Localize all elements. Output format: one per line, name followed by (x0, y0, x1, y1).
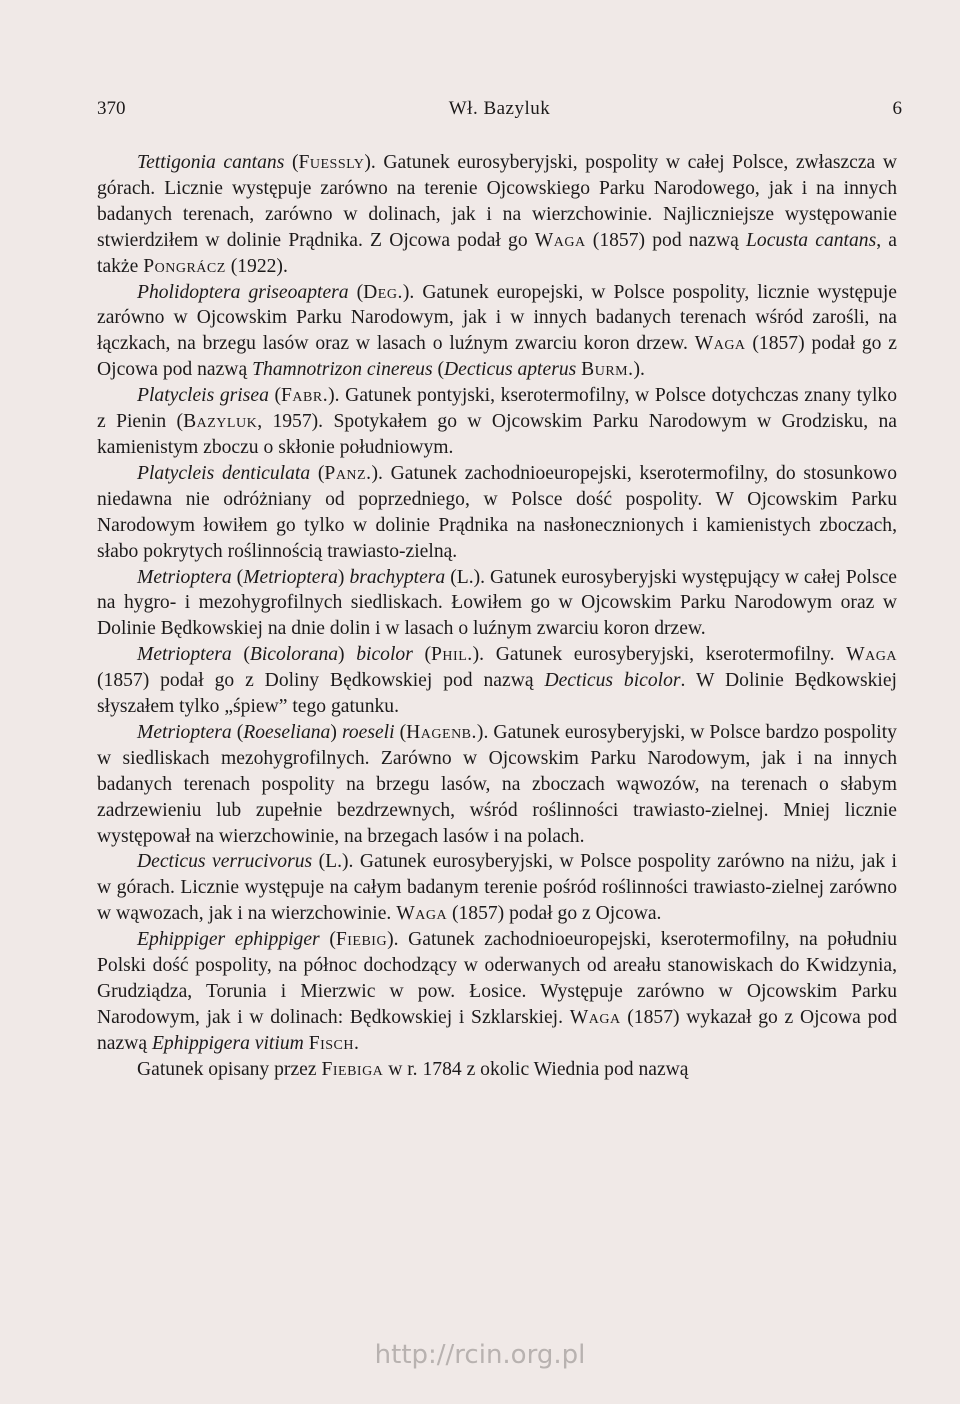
text-run: , a także (97, 229, 897, 277)
text-run: (1922). (225, 255, 288, 277)
italic-term: Pholidoptera griseoaptera (137, 281, 349, 303)
author-name: Waga (396, 903, 448, 925)
running-author: Wł. Bazyluk (448, 98, 551, 119)
text-run: (1857) pod nazwą (585, 229, 747, 251)
author-name: Fisch. (308, 1032, 360, 1054)
italic-term: Ephippiger ephippiger (137, 929, 320, 951)
italic-term: Ephippigera vitium (151, 1032, 304, 1054)
italic-term: Tettigonia cantans (137, 152, 285, 173)
text-run: . W Dolinie Będkowskiej słyszałem tylko „śpiew” tego gatunku. (97, 670, 897, 718)
text-run: ( (310, 462, 325, 484)
author-name: Bazyluk (183, 411, 258, 433)
author-name: Panz. (324, 462, 372, 484)
author-name: Waga (569, 1006, 621, 1028)
author-name: Fiebiga (321, 1058, 384, 1080)
italic-term: roeseli (341, 721, 395, 743)
text-run: ). Gatunek zachodnioeuropejski, kserotermofilny, do stosunkowo niedawna nie odróżniany od poprzedniego, w Polsce dość pospolity. W Ojcowskim Parku Narodowym łowiłem go tylko w dolinie Prądnika na nasłonecznionych i kamienistych zboczach, słabo pokrytych roślinnością trawiasto-zielną. (97, 462, 897, 562)
page-number: 370 (97, 98, 126, 119)
italic-term: Decticus verrucivorus (137, 851, 313, 873)
italic-term: bicolor (356, 644, 413, 666)
author-name: Pongrácz (143, 255, 226, 277)
text-run: (L.). Gatunek eurosyberyjski, w Polsce pospolity zarówno na niżu, jak i w górach. Licznie występuje na całym badanym terenie pośród roślinności trawiasto-zielnej zarówno w wąwozach, jak i na wierzchowinie. (97, 851, 897, 925)
text-run: ( (231, 721, 244, 743)
text-run: ). Gatunek pontyjski, kserotermofilny, w Polsce dotychczas znany tylko z Pienin ( (97, 385, 897, 433)
sequence-number: 6 (892, 98, 902, 119)
text-run: ( (231, 566, 244, 588)
text-run: ( (231, 644, 250, 666)
species-paragraph (97, 1057, 897, 1083)
species-paragraph (97, 461, 897, 565)
species-paragraph (97, 927, 897, 1057)
text-run: ). Gatunek eurosyberyjski, w Polsce bardzo pospolity w siedliskach mezohygrofilnych. Zarówno w Ojcowskim Parku Narodowym, jak i na innych badanych terenach pospolity na brzegu lasów, na zboczach wąwozów, na terenach o słabym zadrzewieniu lub zupełnie bezdrzewnych, wśród roślinności trawiasto-zielnej. Mniej licznie występował na wierzchowinie, na brzegach lasów i na polach. (97, 721, 897, 847)
text-run: ) (338, 644, 357, 666)
author-name: Burm. (581, 359, 634, 381)
author-name: Phil. (431, 644, 473, 666)
author-name: Waga (534, 229, 586, 251)
text-run: ). Gatunek eurosyberyjski, kserotermofilny. (472, 644, 847, 666)
text-run: ( (268, 385, 282, 407)
text-run: , 1957). Spotykałem go w Ojcowskim Parku Narodowym w Grodzisku, na kamienistym zboczu o skłonie południowym. (97, 411, 897, 458)
text-run: ( (284, 152, 299, 173)
italic-term: brachyptera (349, 566, 446, 588)
watermark-url: http://rcin.org.pl (374, 1340, 586, 1370)
text-run: ). Gatunek europejski, w Polsce pospolity, licznie występuje zarówno w Ojcowskim Parku Narodowym, jak i w innych badanych terenach wśród zarośli, na łączkach, na brzegu lasów oraz w lasach o luźnym zwarciu koron drzew. (97, 281, 897, 355)
text-run: (1857) podał go z Ojcowa pod nazwą (97, 333, 897, 381)
italic-term: Platycleis grisea (137, 385, 269, 407)
text-run: Gatunek opisany przez (137, 1058, 322, 1080)
author-name: Hagenb. (406, 721, 477, 743)
author-name: Fabr. (281, 385, 329, 407)
species-paragraph (97, 565, 897, 643)
article-body (97, 150, 897, 1083)
text-run: ). Gatunek zachodnioeuropejski, kserotermofilny, na południu Polski dość pospolity, na północ dochodzący w oderwanych od areału stanowiskach do Kwidzynia, Grudziądza, Torunia i Mierzwic w pow. Łosice. Występuje zarówno w Ojcowskim Parku Narodowym, jak i w dolinach: Będkowskiej i Szklarskiej. (97, 929, 897, 1028)
species-paragraph (97, 383, 897, 461)
text-run: ( (432, 359, 445, 381)
italic-term: Locusta cantans (746, 229, 877, 251)
italic-term: Metrioptera (137, 721, 232, 743)
text-run: (1857) podał go z Ojcowa. (447, 903, 662, 925)
italic-term: Roeseliana (243, 721, 331, 743)
species-paragraph (97, 642, 897, 720)
species-paragraph (97, 280, 897, 384)
italic-term: Decticus apterus (444, 359, 577, 381)
text-run: (1857) wykazał go z Ojcowa pod nazwą (97, 1006, 897, 1054)
author-name: Fiebig (335, 929, 388, 951)
text-run: ). (633, 359, 645, 381)
italic-term: Metrioptera (243, 566, 338, 588)
italic-term: Decticus bicolor (544, 670, 681, 692)
text-run: ) (337, 566, 350, 588)
text-run: ) (330, 721, 342, 743)
text-run: ( (412, 644, 432, 666)
italic-term: Metrioptera (137, 644, 232, 666)
text-run: ). Gatunek eurosyberyjski, pospolity w całej Polsce, zwłaszcza w górach. Licznie występuje zarówno na terenie Ojcowskiego Parku Narodowego, jak i na innych badanych terenach, zarówno w dolinach, jak i na wierzchowinie. Najliczniejsze występowanie stwierdziłem w dolinie Prądnika. Z Ojcowa podał go (97, 152, 897, 251)
text-run: (1857) podał go z Doliny Będkowskiej pod nazwą (97, 670, 545, 692)
running-header (97, 98, 902, 126)
italic-term: Thamnotrizon cinereus (252, 359, 433, 381)
author-name: Fuessly (298, 152, 365, 173)
text-run: (L.). Gatunek eurosyberyjski występujący w całej Polsce na hygro- i mezohygrofilnych siedliskach. Łowiłem go w Ojcowskim Parku Narodowym oraz w Dolinie Będkowskiej na dnie dolin i w lasach o luźnym zwarciu koron drzew. (97, 566, 897, 640)
text-run: ( (348, 281, 364, 303)
text-run: ( (394, 721, 407, 743)
author-name: Deg. (363, 281, 403, 303)
italic-term: Metrioptera (137, 566, 232, 588)
text-run: ( (319, 929, 336, 951)
text-run: w r. 1784 z okolic Wiednia pod nazwą (383, 1058, 689, 1080)
species-paragraph (97, 849, 897, 927)
italic-term: Bicolorana (249, 644, 339, 666)
species-paragraph (97, 720, 897, 850)
author-name: Waga (694, 333, 746, 355)
species-paragraph (97, 150, 897, 280)
italic-term: Platycleis denticulata (137, 462, 311, 484)
author-name: Waga (846, 644, 897, 666)
